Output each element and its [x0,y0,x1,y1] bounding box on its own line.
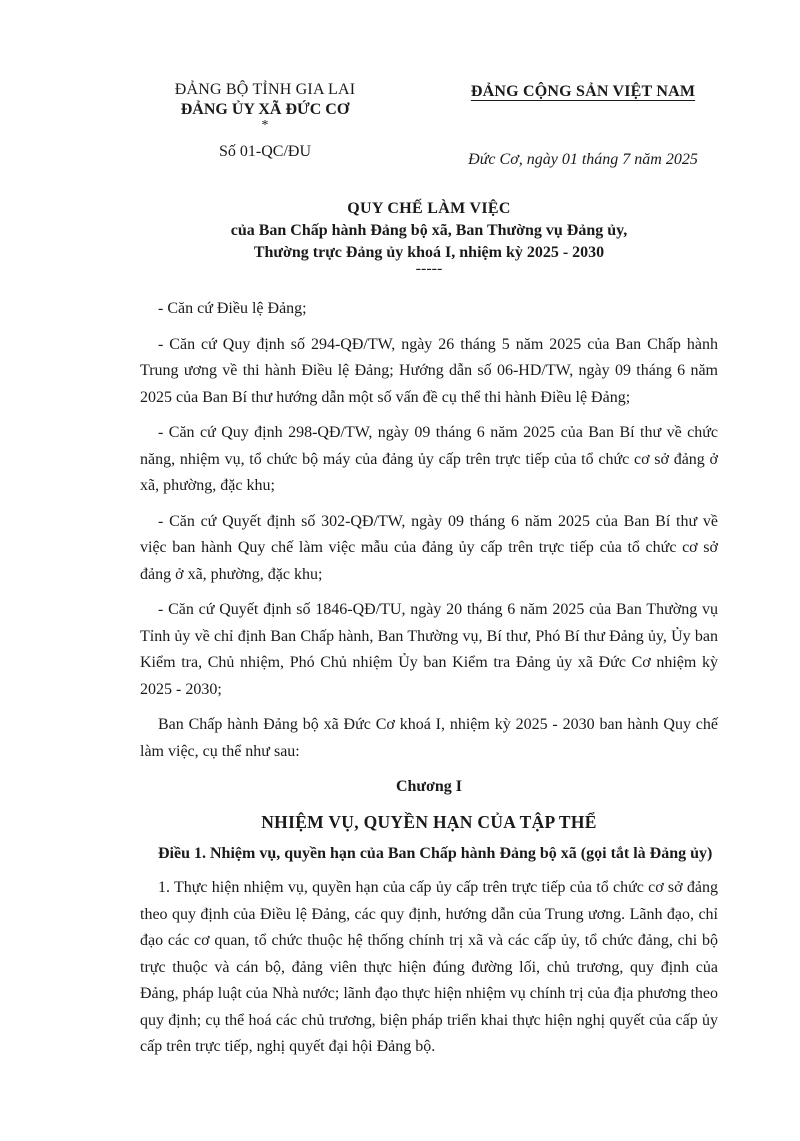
star-separator: * [261,118,269,133]
party-name: ĐẢNG CỘNG SẢN VIỆT NAM [470,83,696,100]
document-subtitle-line-2: Thường trực Đảng ủy khoá I, nhiệm kỳ 2025 - 2030 [253,244,605,261]
article-1-heading: Điều 1. Nhiệm vụ, quyền hạn của Ban Chấp hành Đảng bộ xã (gọi tắt là Đảng ủy) [158,845,713,862]
issuance-statement: Ban Chấp hành Đảng bộ xã Đức Cơ khoá I, nhiệm kỳ 2025 - 2030 ban hành Quy chế làm việc, cụ thể như sau: [140,716,718,760]
legal-basis-1: - Căn cứ Điều lệ Đảng; [158,300,307,317]
issuing-organization: ĐẢNG ỦY XÃ ĐỨC CƠ [180,101,350,118]
legal-basis-5: - Căn cứ Quyết định số 1846-QĐ/TU, ngày 20 tháng 6 năm 2025 của Ban Thường vụ Tỉnh ủy về chỉ định Ban Chấp hành, Ban Thường vụ, Bí thư, Phó Bí thư Đảng ủy, Ủy ban Kiểm tra, Chủ nhiệm, Phó Chủ nhiệm Ủy ban Kiểm tra Đảng ủy xã Đức Cơ nhiệm kỳ 2025 - 2030; [140,601,718,698]
document-title-block [140,198,718,277]
document-header [140,80,718,170]
national-heading [448,80,718,170]
issuing-authority [140,80,390,170]
document-body [140,296,718,1061]
place-and-date: Đức Cơ, ngày 01 tháng 7 năm 2025 [468,151,698,168]
article-1-clause-1: 1. Thực hiện nhiệm vụ, quyền hạn của cấp ủy cấp trên trực tiếp của tổ chức cơ sở đảng theo quy định của Điều lệ Đảng, các quy định, hướng dẫn của Trung ương. Lãnh đạo, chỉ đạo các cơ quan, tổ chức thuộc hệ thống chính trị xã và các cấp ủy, tổ chức đảng, chi bộ trực thuộc và cán bộ, đảng viên thực hiện đúng đường lối, chủ trương, quy định của Đảng, pháp luật của Nhà nước; lãnh đạo thực hiện nhiệm vụ chính trị của địa phương theo quy định; cụ thể hoá các chủ trương, biện pháp triển khai thực hiện nghị quyết của cấp ủy cấp trên trực tiếp, nghị quyết đại hội Đảng bộ. [140,879,718,1055]
chapter-title: NHIỆM VỤ, QUYỀN HẠN CỦA TẬP THỂ [261,811,597,832]
legal-basis-4: - Căn cứ Quyết định số 302-QĐ/TW, ngày 09 tháng 6 năm 2025 của Ban Bí thư về việc ban hành Quy chế làm việc mẫu của đảng ủy cấp trên trực tiếp của tổ chức cơ sở đảng ở xã, phường, đặc khu; [140,512,718,583]
legal-basis-3: - Căn cứ Quy định 298-QĐ/TW, ngày 09 tháng 6 năm 2025 của Ban Bí thư về chức năng, nhiệm vụ, tổ chức bộ máy của đảng ủy cấp trên trực tiếp của tổ chức cơ sở đảng ở xã, phường, đặc khu; [140,424,718,494]
title-divider: ----- [415,260,443,277]
parent-organization: ĐẢNG BỘ TỈNH GIA LAI [174,81,356,98]
document-title: QUY CHẾ LÀM VIỆC [347,200,511,217]
document-subtitle-line-1: của Ban Chấp hành Đảng bộ xã, Ban Thường vụ Đảng ủy, [230,222,628,239]
document-number: Số 01-QC/ĐU [218,143,311,160]
chapter-heading: Chương I [395,778,463,795]
legal-basis-2: - Căn cứ Quy định số 294-QĐ/TW, ngày 26 tháng 5 năm 2025 của Ban Chấp hành Trung ương về thi hành Điều lệ Đảng; Hướng dẫn số 06-HD/TW, ngày 09 tháng 6 năm 2025 của Ban Bí thư hướng dẫn một số vấn đề cụ thể thi hành Điều lệ Đảng; [140,335,718,406]
